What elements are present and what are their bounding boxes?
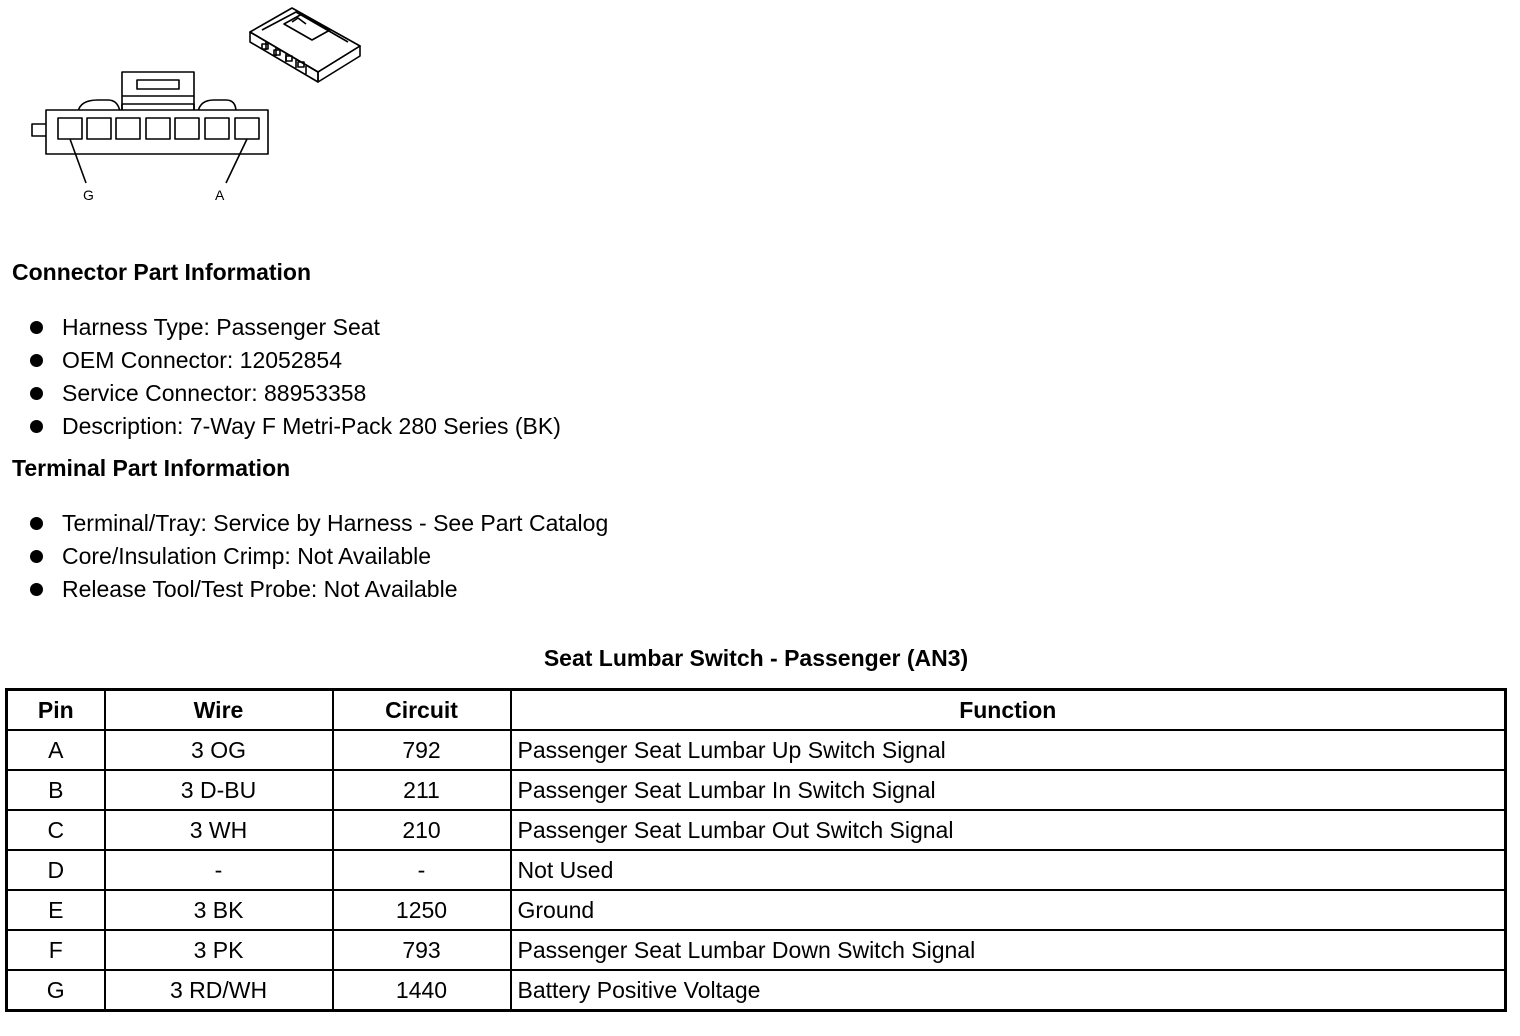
cell-pin: A <box>7 730 105 770</box>
pin-label-g: G <box>83 187 94 203</box>
list-item: Core/Insulation Crimp: Not Available <box>28 540 608 573</box>
cell-wire: 3 WH <box>105 810 333 850</box>
list-item: OEM Connector: 12052854 <box>28 344 561 377</box>
cell-circuit: - <box>333 850 511 890</box>
list-item: Description: 7-Way F Metri-Pack 280 Series (BK) <box>28 410 561 443</box>
cell-function: Passenger Seat Lumbar Out Switch Signal <box>511 810 1506 850</box>
header-pin: Pin <box>7 690 105 731</box>
header-wire: Wire <box>105 690 333 731</box>
connector-info-list <box>28 311 561 443</box>
list-item: Release Tool/Test Probe: Not Available <box>28 573 608 606</box>
cell-function: Ground <box>511 890 1506 930</box>
table-row <box>7 810 1506 850</box>
cell-function: Battery Positive Voltage <box>511 970 1506 1011</box>
cell-pin: C <box>7 810 105 850</box>
table-row <box>7 970 1506 1011</box>
connector-front-view <box>32 72 268 183</box>
cell-function: Passenger Seat Lumbar Down Switch Signal <box>511 930 1506 970</box>
cell-function: Passenger Seat Lumbar In Switch Signal <box>511 770 1506 810</box>
cell-pin: D <box>7 850 105 890</box>
pinout-table <box>5 688 1507 1012</box>
cell-pin: E <box>7 890 105 930</box>
cell-circuit: 1250 <box>333 890 511 930</box>
pin-label-a: A <box>215 187 225 203</box>
table-row <box>7 770 1506 810</box>
cell-circuit: 1440 <box>333 970 511 1011</box>
cell-wire: 3 RD/WH <box>105 970 333 1011</box>
table-row <box>7 890 1506 930</box>
header-function: Function <box>511 690 1506 731</box>
terminal-info-list <box>28 507 608 606</box>
cell-circuit: 793 <box>333 930 511 970</box>
cell-pin: B <box>7 770 105 810</box>
connector-diagram <box>0 0 380 215</box>
cell-wire: 3 OG <box>105 730 333 770</box>
cell-circuit: 210 <box>333 810 511 850</box>
table-row <box>7 930 1506 970</box>
list-item: Terminal/Tray: Service by Harness - See Part Catalog <box>28 507 608 540</box>
list-item: Harness Type: Passenger Seat <box>28 311 561 344</box>
table-row <box>7 850 1506 890</box>
terminal-info-title: Terminal Part Information <box>12 455 291 481</box>
cell-wire: 3 BK <box>105 890 333 930</box>
cell-circuit: 792 <box>333 730 511 770</box>
table-row <box>7 730 1506 770</box>
table-header-row <box>7 690 1506 731</box>
list-item: Service Connector: 88953358 <box>28 377 561 410</box>
cell-pin: F <box>7 930 105 970</box>
cell-wire: 3 PK <box>105 930 333 970</box>
cell-wire: 3 D-BU <box>105 770 333 810</box>
cell-pin: G <box>7 970 105 1011</box>
cell-function: Passenger Seat Lumbar Up Switch Signal <box>511 730 1506 770</box>
cell-function: Not Used <box>511 850 1506 890</box>
connector-info-title: Connector Part Information <box>12 259 312 285</box>
cell-wire: - <box>105 850 333 890</box>
table-title: Seat Lumbar Switch - Passenger (AN3) <box>543 645 969 671</box>
cell-circuit: 211 <box>333 770 511 810</box>
connector-isometric-view <box>250 8 360 82</box>
header-circuit: Circuit <box>333 690 511 731</box>
